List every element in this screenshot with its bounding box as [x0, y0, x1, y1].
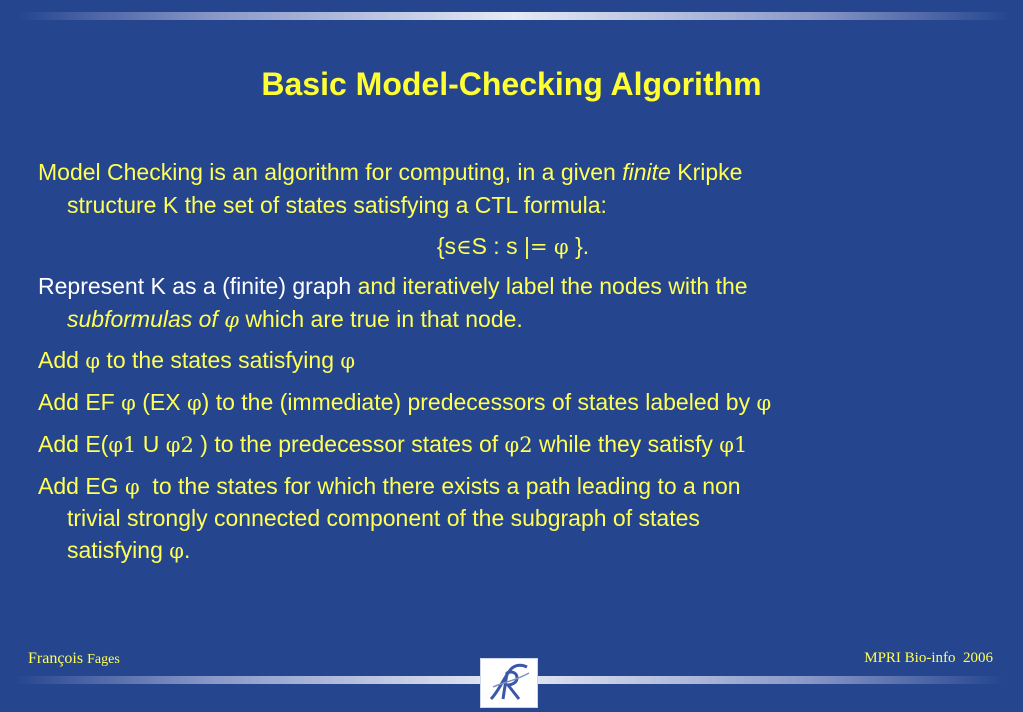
text-segment: while they satisfy	[532, 431, 720, 457]
phi1-symbol: φ1	[108, 433, 137, 457]
paragraph-add-eg-cont2	[67, 535, 190, 566]
text-segment: ) to the (immediate) predecessors of states labeled by	[201, 389, 757, 415]
text-segment-yellow: and iteratively label the nodes with the	[357, 273, 748, 299]
equals-symbol: =	[529, 235, 548, 259]
text-segment: Add E(	[38, 431, 109, 457]
text-segment: Add EG	[38, 473, 125, 499]
phi-symbol: φ	[553, 235, 569, 259]
author-first-name: François	[28, 650, 84, 667]
text-segment: to the states for which there exists a path leading to a non	[139, 473, 741, 499]
phi-symbol: φ	[340, 349, 356, 373]
phi-symbol: φ	[186, 391, 202, 415]
phi-symbol: φ	[224, 308, 239, 332]
text-segment: satisfying	[67, 537, 170, 563]
text-segment: (EX	[135, 389, 187, 415]
text-segment: .	[183, 537, 191, 563]
formula-part: S : s |	[471, 233, 530, 259]
text-segment: to the states satisfying	[100, 347, 341, 373]
paragraph-model-checking	[38, 157, 742, 187]
italic-subformulas: subformulas of	[67, 306, 225, 332]
footer-course: MPRI Bio-info 2006	[864, 650, 993, 666]
paragraph-add-phi	[38, 345, 355, 376]
phi2-symbol: φ2	[165, 433, 194, 457]
text-segment: Add	[38, 347, 86, 373]
text-segment: which are true in that node.	[238, 306, 523, 332]
text-segment: ) to the predecessor states of	[193, 431, 505, 457]
top-divider	[18, 12, 1010, 20]
paragraph-model-checking-cont: structure K the set of states satisfying a CTL formula:	[67, 192, 607, 218]
formula-line	[38, 231, 988, 262]
paragraph-add-eg	[38, 471, 741, 502]
text-segment: Model Checking is an algorithm for computing, in a given	[38, 159, 623, 185]
phi1-symbol: φ1	[719, 433, 748, 457]
author-last-name: Fages	[87, 652, 120, 667]
phi-symbol: φ	[756, 391, 772, 415]
inria-logo	[480, 658, 538, 708]
paragraph-add-eu	[38, 429, 747, 460]
paragraph-represent-cont	[67, 304, 523, 335]
slide-title: Basic Model-Checking Algorithm	[261, 66, 762, 102]
phi-symbol: φ	[85, 349, 101, 373]
italic-finite: finite	[622, 159, 671, 185]
formula-part: }.	[568, 233, 590, 259]
logo-icon	[481, 659, 537, 707]
footer-author	[28, 650, 120, 668]
paragraph-represent	[38, 271, 748, 301]
phi-symbol: φ	[124, 475, 140, 499]
element-of-symbol: ∈	[456, 235, 472, 259]
phi-symbol: φ	[169, 539, 184, 563]
text-segment: Kripke	[670, 159, 743, 185]
phi2-symbol: φ2	[504, 433, 533, 457]
text-segment: U	[136, 431, 166, 457]
text-segment: Add EF	[38, 389, 122, 415]
phi-symbol: φ	[121, 391, 136, 415]
paragraph-add-eg-cont: trivial strongly connected component of the subgraph of states	[67, 505, 700, 531]
text-segment-white: Represent K as a (finite) graph	[38, 273, 358, 299]
paragraph-add-ef	[38, 387, 771, 418]
formula-part: {s	[436, 233, 457, 259]
